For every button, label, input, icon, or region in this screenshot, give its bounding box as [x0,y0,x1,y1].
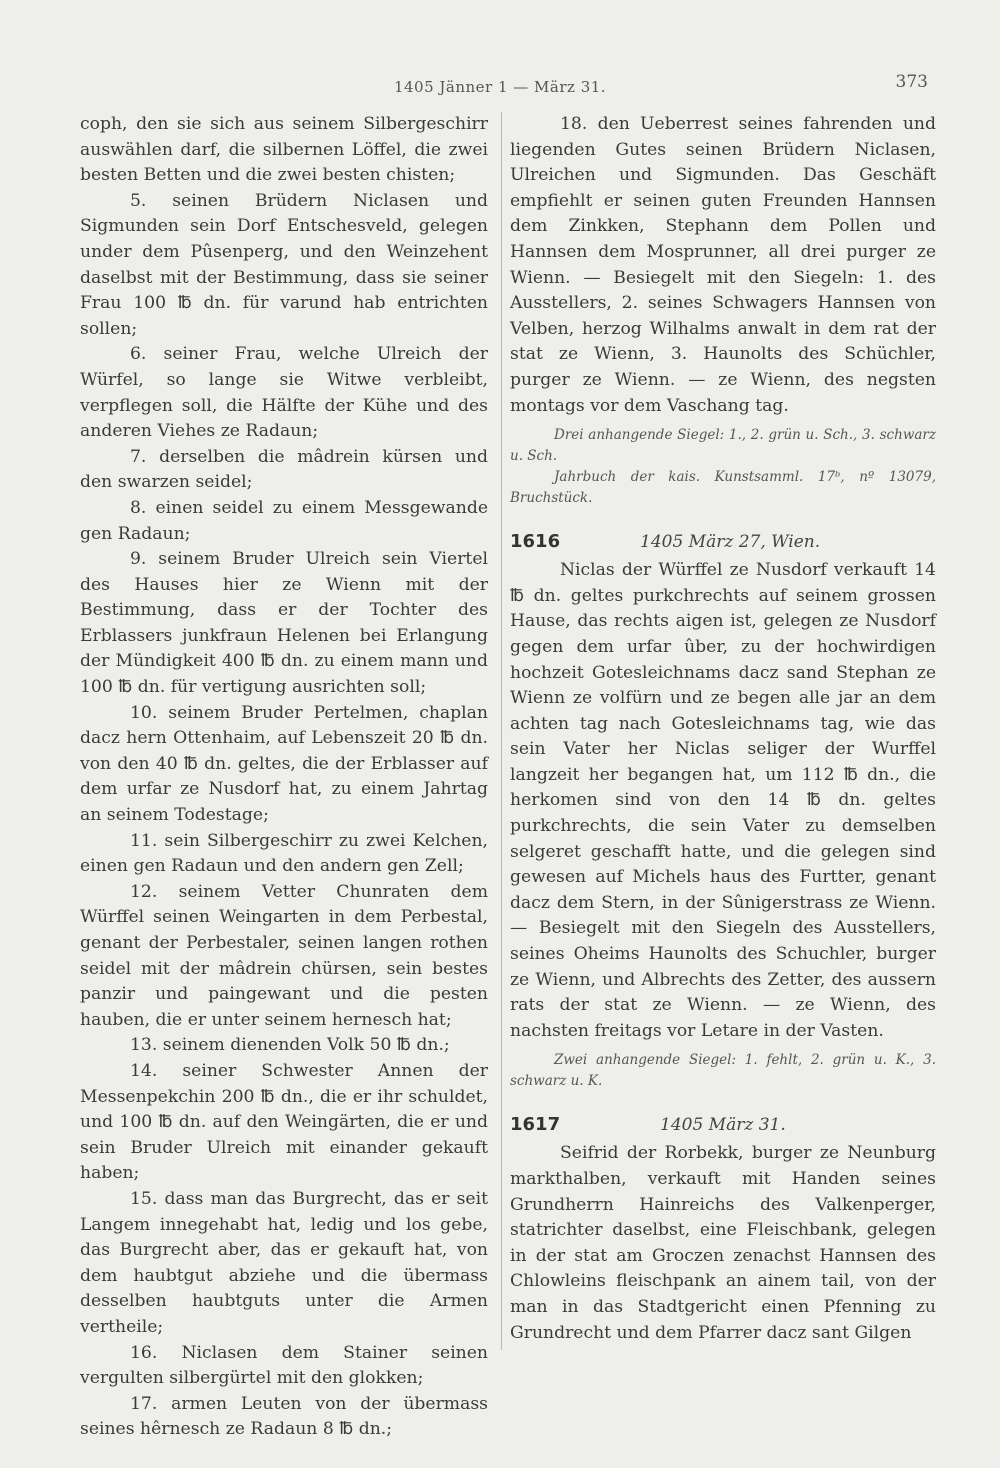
entry-heading-1617 [510,1109,936,1141]
paragraph: 13. seinem dienenden Volk 50 ℔ dn.; [130,1035,450,1056]
paragraph: 11. sein Silbergeschirr zu zwei Kelchen, einen gen Radaun und den andern gen Zell; [80,830,488,877]
paragraph: 16. Niclasen dem Stainer seinen vergulten silbergürtel mit den glokken; [80,1342,488,1389]
paragraph: 6. seiner Frau, welche Ulreich der Würfel, so lange sie Witwe verbleibt, verpflegen soll, die Hälfte der Kühe und des anderen Viehes ze Radaun; [80,344,488,442]
running-title: 1405 Jänner 1 — März 31. [393,78,607,96]
paragraph: 15. dass man das Burgrecht, das er seit Langem innegehabt hat, ledig und los gebe, das Burgrecht aber, das er gekauft hat, von dem haubtgut abziehe und die übermass desselben haubtguts unter die Armen vertheile; [80,1188,488,1337]
page-number: 373 [895,72,928,92]
paragraph: 14. seiner Schwester Annen der Messenpekchin 200 ℔ dn., die er ihr schuldet, und 100 ℔ dn. auf den Weingärten, die er und sein Bruder Ulreich mit einander gekauft haben; [80,1060,488,1184]
paragraph: 17. armen Leuten von der übermass seines hêrnesch ze Radaun 8 ℔ dn.; [80,1393,488,1440]
paragraph: 5. seinen Brüdern Niclasen und Sigmunden sein Dorf Entschesveld, gelegen under dem Pûsenperg, und den Weinzehent daselbst mit der Bestimmung, dass sie seiner Frau 100 ℔ dn. für varund hab entrichten sollen; [80,190,488,339]
continuation-paragraph: 18. den Ueberrest seines fahrenden und liegenden Gutes seinen Brüdern Niclasen, Ulreichen und Sigmunden. Das Geschäft empfiehlt er seinen guten Freunden Hannsen dem Zinkken, Stephann dem Pollen und Hannsen dem Mosprunner, all drei purger ze Wienn. — Besiegelt mit den Siegeln: 1. des Ausstellers, 2. seines Schwagers Hannsen von Velben, herzog Wilhalms anwalt in dem rat der stat ze Wienn, 3. Haunolts des Schüchler, purger ze Wienn. — ze Wienn, des negsten montags vor dem Vaschang tag. [510,114,936,416]
paragraph: coph, den sie sich aus seinem Silbergeschirr auswählen darf, die silbernen Löffel, die zwei besten Betten und die zwei besten chisten; [80,114,488,186]
entry-heading-1616 [510,526,936,558]
right-column [510,112,936,1346]
entry-date: 1405 März 31. [660,1115,786,1136]
entry-text: Niclas der Würffel ze Nusdorf verkauft 14 ℔ dn. geltes purkchrechts auf seinem grossen Hause, das rechts aigen ist, gelegen ze Nusdorf gegen dem urfar ûber, zu der hochwirdigen hochzeit Gotesleichnams dacz sand Stephan ze Wienn ze volfürn und ze begen alle jar an dem achten tag nach Gotesleichnams tag, wie das sein Vater her Niclas seliger der Wurffel langzeit her begangen hat, um 112 ℔ dn., die herkomen sind von den 14 ℔ dn. geltes purkchrechts, die sein Vater zu demselben selgeret geschafft hatte, und die gelegen sind gewesen auf Michels haus des Furtter, genant dacz dem Stern, in der Sûnigerstrass ze Wienn. — Besiegelt mit den Siegeln des Ausstellers, seines Oheims Haunolts des Schuchler, burger ze Wienn, und Albrechts des Zetter, des aussern rats der stat ze Wienn. — ze Wienn, des nachsten freitags vor Letare in der Vasten. [510,560,936,1041]
left-column [80,112,488,1443]
source-note: Jahrbuch der kais. Kunstsamml. 17ᵇ, nº 13079, Bruchstück. [510,469,936,507]
seal-note: Zwei anhangende Siegel: 1. fehlt, 2. grün u. K., 3. schwarz u. K. [510,1052,936,1090]
paragraph: 7. derselben die mâdrein kürsen und den swarzen seidel; [80,446,488,493]
paragraph: 9. seinem Bruder Ulreich sein Viertel des Hauses hier ze Wienn mit der Bestimmung, dass er der Tochter des Erblassers junkfraun Helenen bei Erlangung der Mündigkeit 400 ℔ dn. zu einem mann und 100 ℔ dn. für vertigung ausrichten soll; [80,549,488,698]
column-divider [501,112,502,1350]
seal-note: Drei anhangende Siegel: 1., 2. grün u. Sch., 3. schwarz u. Sch. [510,427,936,465]
entry-date: 1405 März 27, Wien. [640,532,821,553]
paragraph: 10. seinem Bruder Pertelmen, chaplan dacz hern Ottenhaim, auf Lebenszeit 20 ℔ dn. von den 40 ℔ dn. geltes, die der Erblasser auf dem urfar ze Nusdorf hat, zu einem Jahrtag an seinem Todestage; [80,702,488,826]
entry-number: 1616 [510,531,561,553]
paragraph: 12. seinem Vetter Chunraten dem Würffel seinen Weingarten in dem Perbestal, genant der Perbestaler, seinen langen rothen seidel mit der mâdrein chürsen, sein bestes panzir und paingewant und die pesten hauben, die er unter seinem hernesch hat; [80,881,488,1030]
page-header [0,72,1000,102]
paragraph: 8. einen seidel zu einem Messgewande gen Radaun; [80,497,488,544]
entry-number: 1617 [510,1114,561,1136]
entry-text: Seifrid der Rorbekk, burger ze Neunburg markthalben, verkauft mit Handen seines Grundherrn Hainreichs des Valkenperger, statrichter daselbst, eine Fleischbank, gelegen in der stat am Groczen zenachst Hannsen des Chlowleins fleischpank an ainem tail, von der man in das Stadtgericht einen Pfenning zu Grundrecht und dem Pfarrer dacz sant Gilgen [510,1143,936,1343]
